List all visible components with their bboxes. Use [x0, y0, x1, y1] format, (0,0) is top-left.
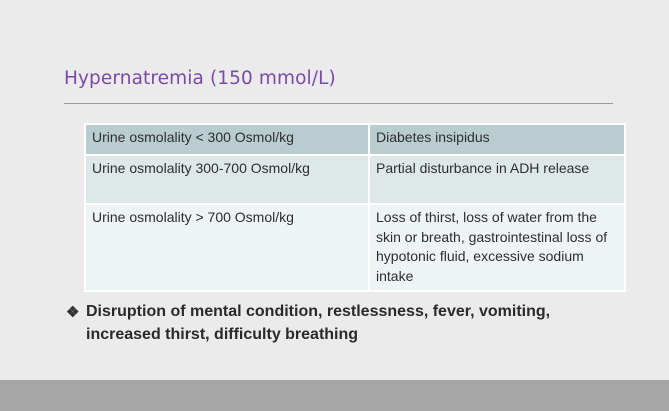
symptoms-text: Disruption of mental condition, restlessness, fever, vomiting, increased thirst, difficulty breathing [86, 303, 551, 343]
table-cell-condition: Diabetes insipidus [369, 124, 625, 155]
table-cell-condition: Loss of thirst, loss of water from the skin or breath, gastrointestinal loss of hypotonic fluid, excessive sodium intake [369, 204, 625, 291]
table-row [85, 124, 625, 155]
table-cell-cause: Urine osmolality > 700 Osmol/kg [85, 204, 369, 291]
table-row [85, 155, 625, 204]
symptoms-bullet [66, 300, 626, 346]
table-row [85, 204, 625, 291]
footer-band [0, 380, 669, 411]
diamond-bullet-icon: ❖ [66, 304, 80, 321]
title-divider [64, 103, 613, 104]
table-cell-condition: Partial disturbance in ADH release [369, 155, 625, 204]
osmolality-table [84, 123, 626, 292]
table-cell-cause: Urine osmolality < 300 Osmol/kg [85, 124, 369, 155]
table-cell-cause: Urine osmolality 300-700 Osmol/kg [85, 155, 369, 204]
slide-title: Hypernatremia (150 mmol/L) [64, 68, 336, 89]
